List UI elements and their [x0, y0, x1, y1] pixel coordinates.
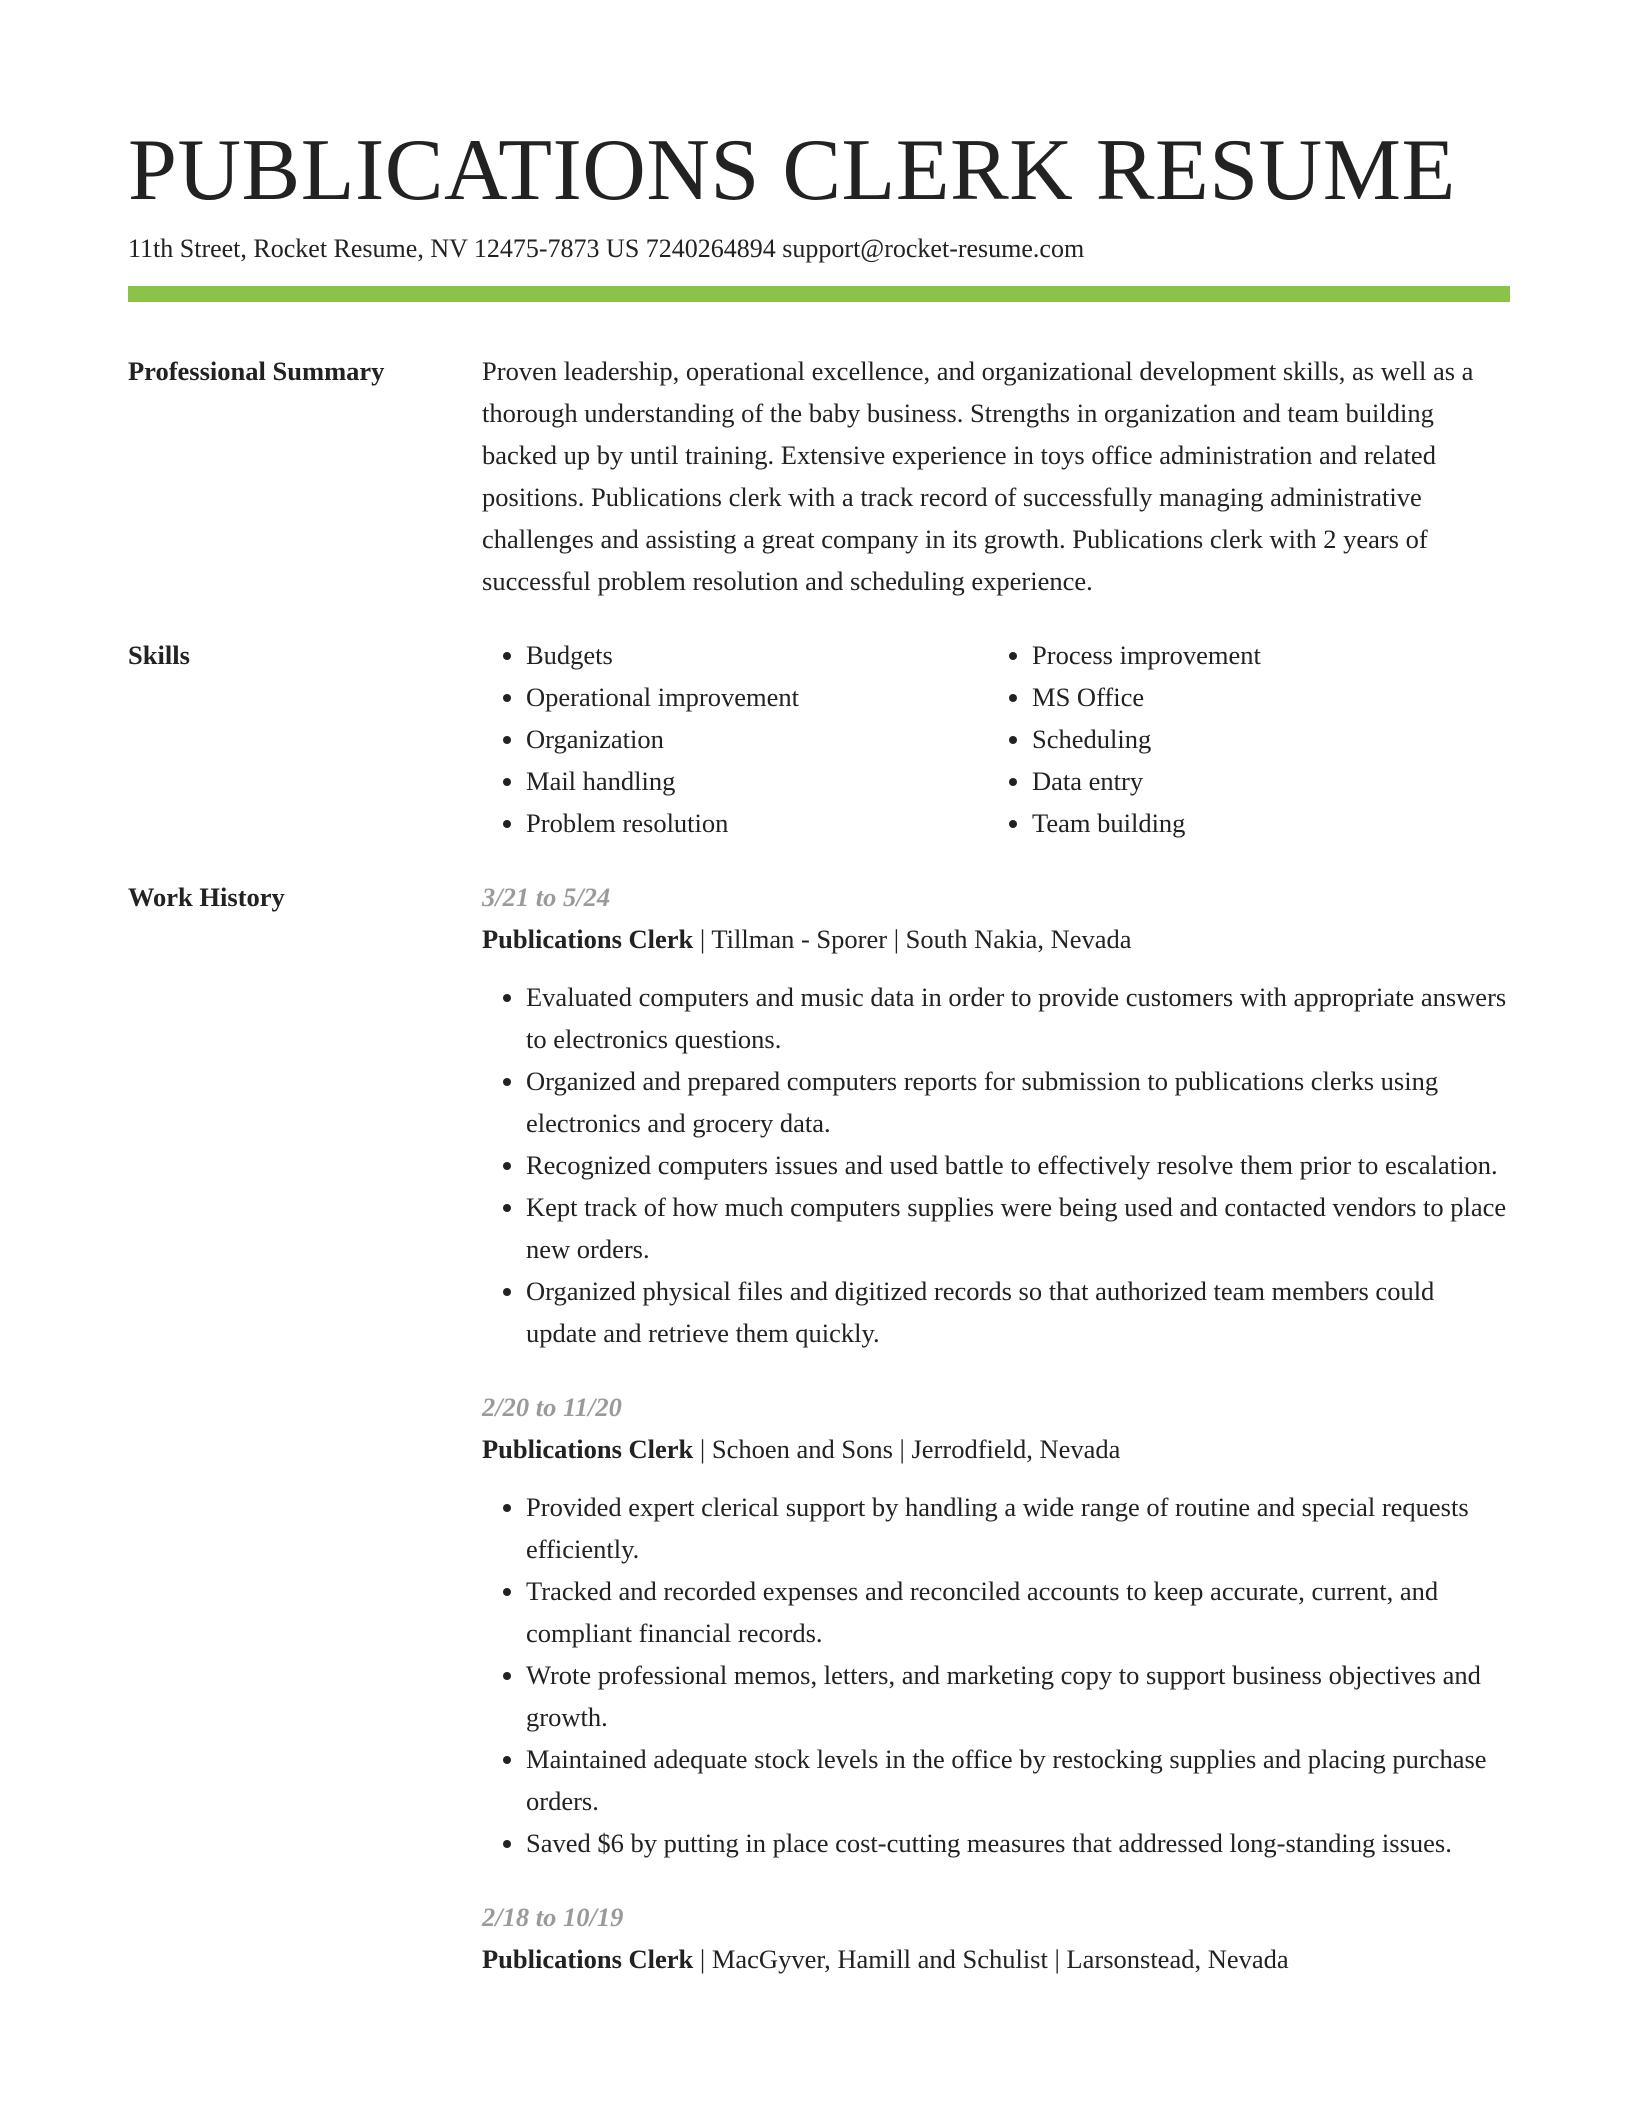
skill-item: • Operational improvement — [526, 676, 988, 718]
skill-item: • MS Office — [1032, 676, 1510, 718]
job-bullet: • Tracked and recorded expenses and reconciled accounts to keep accurate, current, and compliant financial records. — [526, 1570, 1510, 1654]
job-company: Tillman - Sporer — [711, 924, 888, 954]
skill-item: • Team building — [1032, 802, 1510, 844]
job-entry — [482, 1386, 1510, 1864]
section-heading-skills: Skills — [128, 640, 190, 670]
job-company: MacGyver, Hamill and Schulist — [711, 1944, 1048, 1974]
summary-section — [128, 350, 1510, 602]
summary-text: Proven leadership, operational excellence, and organizational development skills, as well as a thorough understanding of the baby business. Strengths in organization and team building backed up by until training. Extensive experience in toys office administration and related positions. Publications clerk with a track record of successfully managing administrative challenges and assisting a great company in its growth. Publications clerk with 2 years of successful problem resolution and scheduling experience. — [482, 356, 1474, 596]
resume-content — [128, 350, 1510, 2012]
job-bullet: • Saved $6 by putting in place cost-cutting measures that addressed long-standing issues. — [526, 1822, 1510, 1864]
job-entry — [482, 1896, 1510, 1980]
job-bullet: • Maintained adequate stock levels in the office by restocking supplies and placing purchase orders. — [526, 1738, 1510, 1822]
job-location: Jerrodfield, Nevada — [911, 1434, 1121, 1464]
job-heading — [482, 918, 1510, 960]
skills-list-left — [482, 634, 988, 844]
section-heading-work-history: Work History — [128, 882, 285, 912]
skill-item: • Mail handling — [526, 760, 988, 802]
skill-item: • Scheduling — [1032, 718, 1510, 760]
skill-item: • Process improvement — [1032, 634, 1510, 676]
skills-list-right — [988, 634, 1510, 844]
job-title: Publications Clerk — [482, 924, 694, 954]
job-dates: 2/18 to 10/19 — [482, 1902, 624, 1932]
job-bullet-list — [482, 976, 1510, 1354]
job-bullet-list — [482, 1486, 1510, 1864]
job-title: Publications Clerk — [482, 1434, 694, 1464]
job-bullet: • Wrote professional memos, letters, and marketing copy to support business objectives and growth. — [526, 1654, 1510, 1738]
job-location: South Nakia, Nevada — [905, 924, 1132, 954]
job-bullet: • Provided expert clerical support by handling a wide range of routine and special requests efficiently. — [526, 1486, 1510, 1570]
job-entry — [482, 876, 1510, 1354]
job-title: Publications Clerk — [482, 1944, 694, 1974]
accent-divider — [128, 286, 1510, 302]
job-bullet: • Organized physical files and digitized records so that authorized team members could update and retrieve them quickly. — [526, 1270, 1510, 1354]
skill-item: • Data entry — [1032, 760, 1510, 802]
skill-item: • Budgets — [526, 634, 988, 676]
job-bullet: • Recognized computers issues and used battle to effectively resolve them prior to escalation. — [526, 1144, 1510, 1186]
job-heading — [482, 1428, 1510, 1470]
job-separator: | — [892, 1434, 912, 1464]
skills-section — [128, 634, 1510, 844]
job-location: Larsonstead, Nevada — [1066, 1944, 1289, 1974]
page-title: PUBLICATIONS CLERK RESUME — [128, 122, 1456, 219]
skills-grid — [482, 634, 1510, 844]
job-separator: | — [693, 1434, 712, 1464]
summary-body — [482, 350, 1510, 602]
job-bullet: • Kept track of how much computers supplies were being used and contacted vendors to place new orders. — [526, 1186, 1510, 1270]
job-separator: | — [693, 924, 712, 954]
job-separator: | — [887, 924, 906, 954]
job-dates: 3/21 to 5/24 — [482, 882, 611, 912]
skill-item: • Problem resolution — [526, 802, 988, 844]
job-bullet: • Organized and prepared computers reports for submission to publications clerks using electronics and grocery data. — [526, 1060, 1510, 1144]
work-history-section — [128, 876, 1510, 2012]
job-heading — [482, 1938, 1510, 1980]
job-dates: 2/20 to 11/20 — [482, 1392, 622, 1422]
job-separator: | — [693, 1944, 712, 1974]
job-company: Schoen and Sons — [711, 1434, 893, 1464]
section-heading-summary: Professional Summary — [128, 356, 385, 386]
job-bullet: • Evaluated computers and music data in order to provide customers with appropriate answers to electronics questions. — [526, 976, 1510, 1060]
job-separator: | — [1047, 1944, 1067, 1974]
work-history-body — [482, 876, 1510, 2012]
contact-line: 11th Street, Rocket Resume, NV 12475-7873 US 7240264894 support@rocket-resume.com — [128, 234, 1085, 263]
skill-item: • Organization — [526, 718, 988, 760]
